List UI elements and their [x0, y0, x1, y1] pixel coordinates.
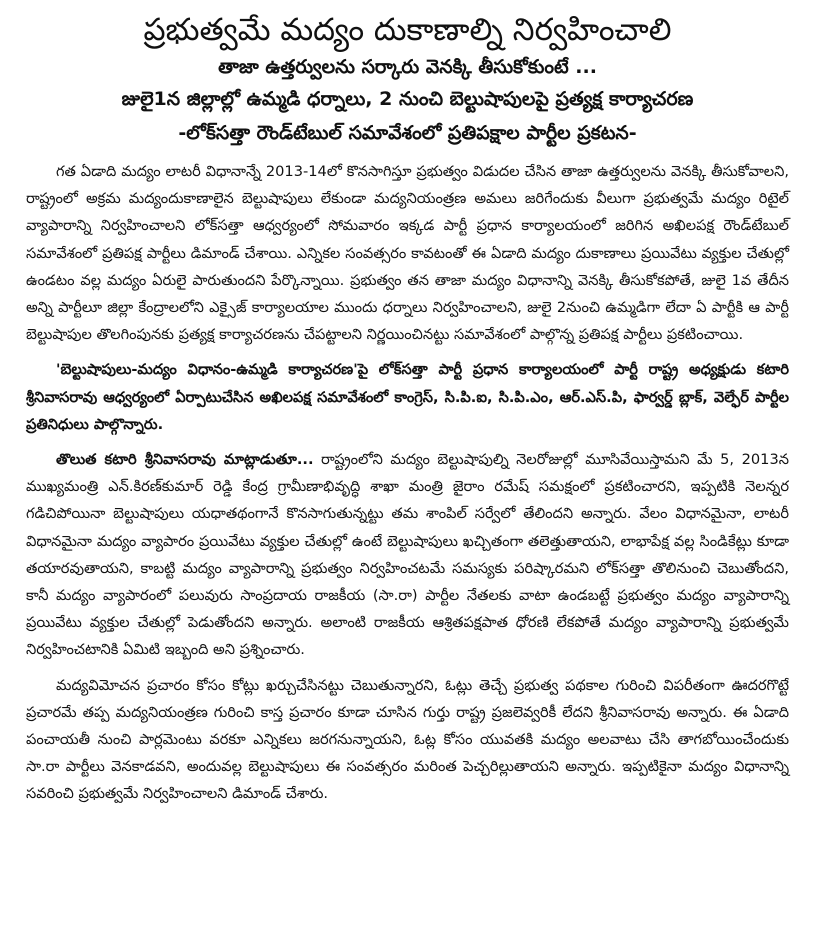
paragraph-lead-in: తొలుత కటారి శ్రీనివాసరావు మాట్లాడుతూ...	[56, 451, 314, 469]
article-paragraph-4: మద్యవిమోచన ప్రచారం కోసం కోట్లు ఖర్చుచేసినట్టు చెబుతున్నారని, ఓట్లు తెచ్చే ప్రభుత్వ పథకాల గురించి విపరీతంగా ఊదరగొట్టే ప్రచారమే తప్ప మద్యనియంత్రణ గురించి కాస్త ప్రచారం కూడా చూసిన గుర్తు రాష్ట్ర ప్రజలెవ్వరికీ లేదని శ్రీనివాసరావు అన్నారు. ఈ ఏడాది పంచాయతీ నుంచి పార్లమెంటు వరకూ ఎన్నికలు జరగనున్నాయని, ఓట్ల కోసం యువతకి మద్యం అలవాటు చేసి తాగబోయించేందుకు సా.రా పార్టీలు వెనకాడవని, అందువల్ల బెల్టుషాపులు ఈ సంవత్సరం మరింత పెచ్చరిల్లుతాయని అన్నారు. ఇప్పటికైనా మద్యం విధానాన్ని సవరించి ప్రభుత్వమే నిర్వహించాలని డిమాండ్ చేశారు.	[26, 676, 789, 803]
article-paragraph-2: 'బెల్టుషాపులు-మద్యం విధానం-ఉమ్మడి కార్యాచరణ'పై లోక్‌సత్తా పార్టీ ప్రధాన కార్యాలయంలో పార్టీ రాష్ట్ర అధ్యక్షుడు కటారి శ్రీనివాసరావు ఆధ్వర్యంలో ఏర్పాటుచేసిన అఖిలపక్ష సమావేశంలో కాంగ్రెస్, సి.పి.ఐ, సి.పి.ఎం, ఆర్.ఎస్.పి, ఫార్వర్డ్ బ్లాక్, వెల్ఫేర్ పార్టీల ప్రతినిధులు పాల్గొన్నారు.	[26, 361, 789, 433]
article-paragraph-1: గత ఏడాది మద్యం లాటరీ విధానాన్నే 2013-14లో కొనసాగిస్తూ ప్రభుత్వం విడుదల చేసిన తాజా ఉత్తర్వులను వెనక్కి తీసుకోవాలని, రాష్ట్రంలో అక్రమ మద్యందుకాణాలైన బెల్టుషాపులు లేకుండా మద్యనియంత్రణ అమలు జరిగేందుకు వీలుగా ప్రభుత్వమే మద్యం రిటైల్ వ్యాపారాన్ని నిర్వహించాలని లోక్‌సత్తా ఆధ్వర్యంలో సోమవారం ఇక్కడ పార్టీ ప్రధాన కార్యాలయంలో జరిగిన అఖిలపక్ష రౌండ్‌టేబుల్ సమావేశంలో ప్రతిపక్ష పార్టీలు డిమాండ్ చేశాయి. ఎన్నికల సంవత్సరం కావటంతో ఈ ఏడాది మద్యం దుకాణాలు ప్రయివేటు వ్యక్తుల చేతుల్లో ఉండటం వల్ల మద్యం ఏరులై పారుతుందని పేర్కొన్నాయి. ప్రభుత్వం తన తాజా మద్యం విధానాన్ని వెనక్కి తీసుకోకపోతే, జులై 1వ తేదీన అన్ని పార్టీలూ జిల్లా కేంద్రాలలోని ఎక్సైజ్ కార్యాలయాల ముందు ధర్నాలు నిర్వహించాలని, జులై 2నుంచి ఉమ్మడిగా లేదా ఏ పార్టీకి ఆ పార్టీ బెల్టుషాపుల తొలగింపునకు ప్రత్యక్ష కార్యాచరణను చేపట్టాలని నిర్ణయించినట్టు సమావేశంలో పాల్గొన్న ప్రతిపక్ష పార్టీలు ప్రకటించాయి.	[26, 163, 789, 344]
subheadline-condition: తాజా ఉత్తర్వులను సర్కారు వెనక్కి తీసుకోకుంటే ...	[218, 56, 597, 78]
subheadline-action-plan: జులై1న జిల్లాల్లో ఉమ్మడి ధర్నాలు, 2 నుంచి బెల్టుషాపులపై ప్రత్యక్ష కార్యాచరణ	[121, 88, 694, 110]
article-paragraph-3	[26, 446, 789, 664]
subheadline-announcement: -లోక్‌సత్తా రౌండ్‌టేబుల్ సమావేశంలో ప్రతిపక్షాల పార్టీల ప్రకటన-	[178, 122, 637, 144]
paragraph-3-body: రాష్ట్రంలోని మద్యం బెల్టుషాపుల్ని నెలరోజుల్లో మూసివేయిస్తామని మే 5, 2013న ముఖ్యమంత్రి ఎన్.కిరణ్‌కుమార్ రెడ్డి కేంద్ర గ్రామీణాభివృద్ధి శాఖా మంత్రి జైరాం రమేష్ సమక్షంలో ప్రకటించారని, ఇప్పటికి నెలన్నర గడిచిపోయినా బెల్టుషాపులు యధాతథంగానే కొనసాగుతున్నట్టు తమ శాంపిల్ సర్వేలో తేలిందని అన్నారు. వేలం విధానమైనా, లాటరీ విధానమైనా మద్యం వ్యాపారం ప్రయివేటు వ్యక్తుల చేతుల్లో ఉంటే బెల్టుషాపులు ఖచ్చితంగా తలెత్తుతాయని, లాభాపేక్ష వల్ల సిండికేట్లు కూడా తయారవుతాయని, కాబట్టి మద్యం వ్యాపారాన్ని ప్రభుత్వం నిర్వహించటమే సమస్యకు పరిష్కారమని లోక్‌సత్తా తొలినుంచి చెబుతోందని, కానీ మద్యం వ్యాపారంలో పలువురు సాంప్రదాయ రాజకీయ (సా.రా) పార్టీల నేతలకు వాటా ఉండబట్టే ప్రభుత్వం మద్యం వ్యాపారాన్ని ప్రయివేటు వ్యక్తుల చేతుల్లో పెడుతోందని అన్నారు. అలాంటి రాజకీయ ఆశ్రితపక్షపాత ధోరణి లేకపోతే మద్యం వ్యాపారాన్ని ప్రభుత్వమే నిర్వహించటానికి ఏమిటి ఇబ్బంది అని ప్రశ్నించారు.	[26, 451, 789, 659]
headline: ప్రభుత్వమే మద్యం దుకాణాల్ని నిర్వహించాలి	[143, 12, 672, 48]
